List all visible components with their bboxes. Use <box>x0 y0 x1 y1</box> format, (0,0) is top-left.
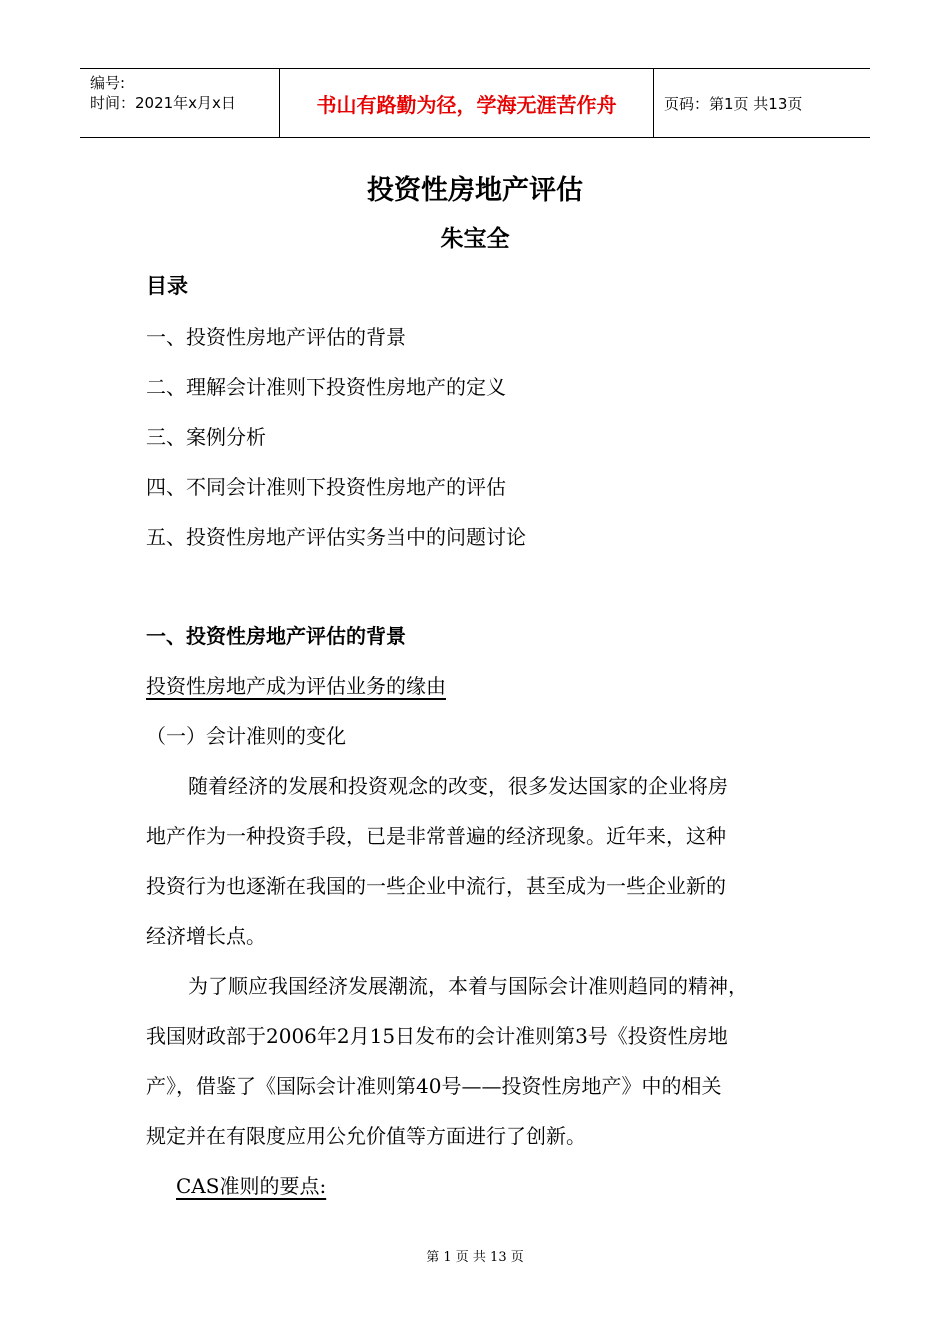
section-heading: 一、投资性房地产评估的背景 <box>146 624 406 648</box>
toc-item: 三、案例分析 <box>146 425 266 449</box>
paragraph-line: 投资行为也逐渐在我国的一些企业中流行，甚至成为一些企业新的 <box>146 874 726 898</box>
paragraph-line: 产》，借鉴了《国际会计准则第40号——投资性房地产》中的相关 <box>146 1074 722 1098</box>
toc-item: 五、投资性房地产评估实务当中的问题讨论 <box>146 525 526 549</box>
toc-item: 一、投资性房地产评估的背景 <box>146 325 406 349</box>
section-subheading: 投资性房地产成为评估业务的缘由 <box>146 674 446 698</box>
number-label: 编号: <box>90 74 126 92</box>
paragraph-line: 经济增长点。 <box>146 924 266 948</box>
toc-heading: 目录 <box>146 273 188 298</box>
header-meta-cell <box>80 69 280 137</box>
toc-item: 二、理解会计准则下投资性房地产的定义 <box>146 375 506 399</box>
page-footer: 第 1 页 共 13 页 <box>426 1250 524 1265</box>
paragraph-line: 地产作为一种投资手段，已是非常普遍的经济现象。近年来，这种 <box>146 824 726 848</box>
document-title: 投资性房地产评估 <box>367 175 583 206</box>
paragraph-line: 规定并在有限度应用公允价值等方面进行了创新。 <box>146 1124 586 1148</box>
document-author: 朱宝全 <box>440 225 510 252</box>
cas-heading: CAS准则的要点: <box>176 1174 327 1198</box>
paragraph-line: 我国财政部于2006年2月15日发布的会计准则第3号《投资性房地 <box>146 1024 728 1048</box>
header-motto: 书山有路勤为径，学海无涯苦作舟 <box>280 69 654 137</box>
paragraph-line: 为了顺应我国经济发展潮流，本着与国际会计准则趋同的精神， <box>188 974 748 998</box>
header-page-info: 页码：第1页 共13页 <box>664 94 803 113</box>
paragraph-line: 随着经济的发展和投资观念的改变，很多发达国家的企业将房 <box>188 774 728 798</box>
header-table <box>80 68 870 138</box>
subsection-heading: （一）会计准则的变化 <box>146 724 346 748</box>
time-label: 时间：2021年x月x日 <box>90 94 236 112</box>
toc-item: 四、不同会计准则下投资性房地产的评估 <box>146 475 506 499</box>
